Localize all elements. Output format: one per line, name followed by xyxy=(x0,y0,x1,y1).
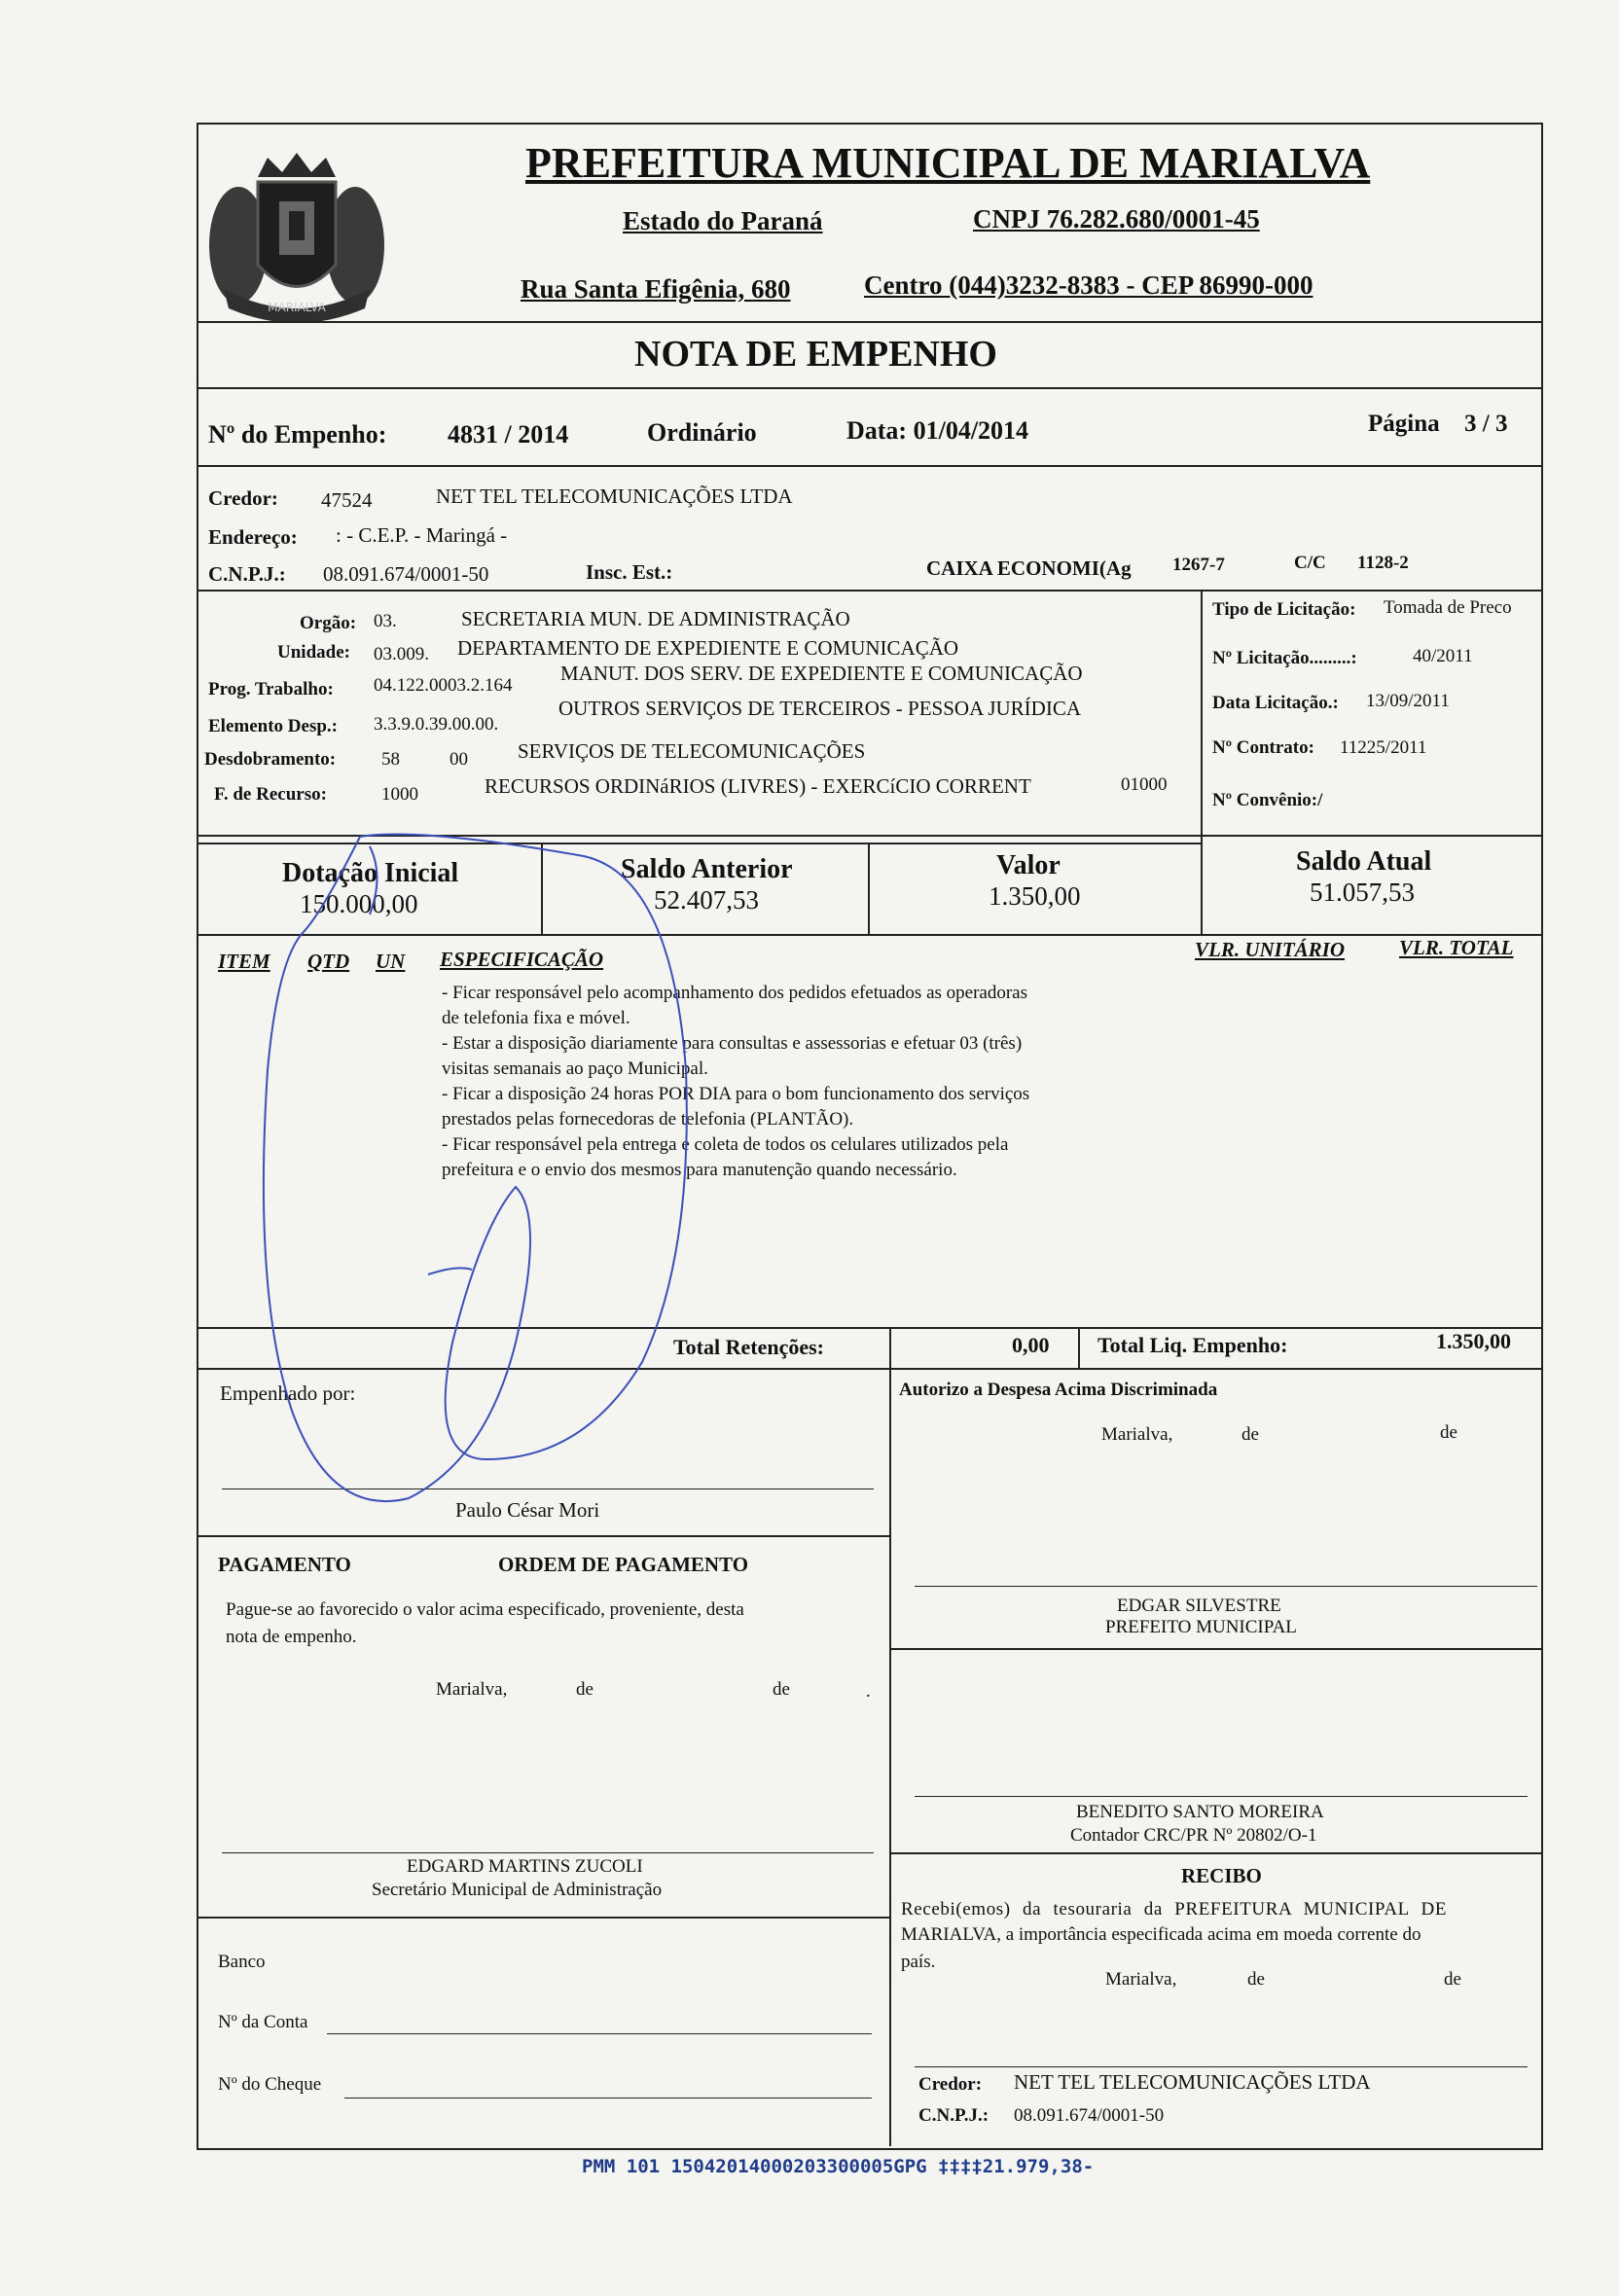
secretary-title: Secretário Municipal de Administração xyxy=(372,1880,663,1900)
authorize-label: Autorizo a Despesa Acima Discriminada xyxy=(899,1380,1218,1400)
payment-city: Marialva, xyxy=(436,1679,508,1700)
payment-text-2: nota de empenho. xyxy=(226,1627,357,1647)
element-code: 3.3.9.0.39.00.00. xyxy=(374,714,499,735)
header-neighborhood-phone-cep: Centro (044)3232-8383 - CEP 86990-000 xyxy=(864,270,1313,300)
resource-code: 1000 xyxy=(381,784,418,805)
authorize-de-1: de xyxy=(1241,1424,1259,1445)
empenho-number-label: Nº do Empenho: xyxy=(208,420,387,448)
breakdown-code-b: 00 xyxy=(450,749,468,770)
receipt-text-1-content: Recebi(emos) da tesouraria da PREFEITURA MUNICIPAL DE xyxy=(901,1899,1448,1919)
payment-order-label: ORDEM DE PAGAMENTO xyxy=(498,1553,749,1576)
receipt-city: Marialva, xyxy=(1105,1969,1177,1990)
spec-line: prefeitura e o envio dos mesmos para manutenção quando necessário. xyxy=(442,1160,957,1180)
unit-label: Unidade: xyxy=(277,642,350,663)
bank-name: CAIXA ECONOMI(Ag xyxy=(926,556,1132,580)
total-retentions-label: Total Retenções: xyxy=(673,1335,824,1359)
column-unit-value: VLR. UNITÁRIO xyxy=(1195,938,1346,961)
spec-line: - Ficar responsável pelo acompanhamento dos pedidos efetuados as operadoras xyxy=(442,983,1027,1003)
spec-line: - Estar a disposição diariamente para consultas e assessorias e efetuar 03 (três) xyxy=(442,1033,1023,1054)
creditor-cnpj: 08.091.674/0001-50 xyxy=(323,562,489,586)
doc-title: NOTA DE EMPENHO xyxy=(634,334,997,375)
committed-by-label: Empenhado por: xyxy=(220,1381,356,1405)
bank-label: Banco xyxy=(218,1952,266,1972)
committed-by-name: Paulo César Mori xyxy=(455,1498,600,1522)
receipt-label: RECIBO xyxy=(1181,1864,1262,1887)
payment-label: PAGAMENTO xyxy=(218,1553,351,1576)
bid-number-label: Nº Licitação.........: xyxy=(1212,648,1357,668)
program-name: MANUT. DOS SERV. DE EXPEDIENTE E COMUNICAÇÃO xyxy=(560,662,1083,685)
creditor-address: : - C.E.P. - Maringá - xyxy=(336,523,508,547)
account-number-label: Nº da Conta xyxy=(218,2012,308,2032)
bid-type: Tomada de Preco xyxy=(1384,597,1512,618)
empenho-number: 4831 / 2014 xyxy=(448,420,569,448)
spec-line: - Ficar a disposição 24 horas POR DIA para o bom funcionamento dos serviços xyxy=(442,1084,1030,1104)
empenho-type: Ordinário xyxy=(647,418,757,447)
current-balance-value: 51.057,53 xyxy=(1310,878,1415,907)
organ-code: 03. xyxy=(374,611,397,631)
element-name: OUTROS SERVIÇOS DE TERCEIROS - PESSOA JURÍDICA xyxy=(558,697,1082,720)
column-item: ITEM xyxy=(218,950,270,973)
accountant-title: Contador CRC/PR Nº 20802/O-1 xyxy=(1070,1825,1317,1846)
payment-period: . xyxy=(866,1681,871,1702)
creditor-name: NET TEL TELECOMUNICAÇÕES LTDA xyxy=(436,484,793,508)
mayor-name: EDGAR SILVESTRE xyxy=(1117,1596,1281,1616)
header-state: Estado do Paraná xyxy=(623,206,823,235)
organ-name: SECRETARIA MUN. DE ADMINISTRAÇÃO xyxy=(461,607,850,630)
total-retentions-value: 0,00 xyxy=(1012,1333,1050,1357)
unit-code: 03.009. xyxy=(374,644,429,664)
current-balance-label: Saldo Atual xyxy=(1296,846,1432,877)
header-address: Rua Santa Efigênia, 680 xyxy=(521,274,791,304)
creditor-label: Credor: xyxy=(208,486,278,510)
column-unit: UN xyxy=(376,950,406,973)
accountant-name: BENEDITO SANTO MOREIRA xyxy=(1076,1802,1324,1822)
payment-text-1: Pague-se ao favorecido o valor acima especificado, proveniente, desta xyxy=(226,1599,744,1620)
bid-date: 13/09/2011 xyxy=(1366,691,1450,711)
payment-de-1: de xyxy=(576,1679,594,1700)
creditor-code: 47524 xyxy=(321,488,373,512)
page-number: 3 / 3 xyxy=(1464,411,1508,437)
amount-value: 1.350,00 xyxy=(989,881,1081,911)
breakdown-name: SERVIÇOS DE TELECOMUNICAÇÕES xyxy=(518,739,866,763)
header-title: PREFEITURA MUNICIPAL DE MARIALVA xyxy=(525,139,1371,187)
resource-name: RECURSOS ORDINáRIOS (LIVRES) - EXERCíCIO CORRENT xyxy=(485,774,1031,798)
initial-allocation-label: Dotação Inicial xyxy=(282,858,459,888)
column-quantity: QTD xyxy=(307,950,350,973)
receipt-de-2: de xyxy=(1444,1969,1461,1990)
spec-line: de telefonia fixa e móvel. xyxy=(442,1008,630,1028)
resource-label: F. de Recurso: xyxy=(214,784,327,805)
receipt-creditor-label: Credor: xyxy=(918,2074,983,2095)
program-code: 04.122.0003.2.164 xyxy=(374,675,513,696)
payment-de-2: de xyxy=(773,1679,790,1700)
spec-line: prestados pelas fornecedoras de telefonia (PLANTÃO). xyxy=(442,1109,854,1130)
organ-label: Orgão: xyxy=(300,613,357,633)
page-label: Página xyxy=(1368,411,1440,437)
address-label: Endereço: xyxy=(208,525,298,549)
header-cnpj: CNPJ 76.282.680/0001-45 xyxy=(973,204,1260,233)
breakdown-code-a: 58 xyxy=(381,749,400,770)
column-total-value: VLR. TOTAL xyxy=(1399,936,1514,959)
breakdown-label: Desdobramento: xyxy=(204,749,337,770)
empenho-date: Data: 01/04/2014 xyxy=(846,416,1029,445)
spec-line: - Ficar responsável pela entrega e coleta de todos os celulares utilizados pela xyxy=(442,1134,1009,1155)
receipt-text-3: país. xyxy=(901,1952,936,1972)
total-net-value: 1.350,00 xyxy=(1436,1329,1511,1353)
receipt-cnpj-label: C.N.P.J.: xyxy=(918,2105,989,2126)
agreement-label: Nº Convênio:/ xyxy=(1212,790,1323,810)
bid-type-label: Tipo de Licitação: xyxy=(1212,599,1356,620)
bid-number: 40/2011 xyxy=(1413,646,1473,666)
amount-label: Valor xyxy=(996,850,1061,880)
receipt-creditor-name: NET TEL TELECOMUNICAÇÕES LTDA xyxy=(1014,2070,1371,2094)
previous-balance-value: 52.407,53 xyxy=(654,885,759,915)
authorize-de-2: de xyxy=(1440,1422,1457,1443)
secretary-name: EDGARD MARTINS ZUCOLI xyxy=(407,1856,643,1877)
program-label: Prog. Trabalho: xyxy=(208,679,334,700)
total-net-label: Total Liq. Empenho: xyxy=(1097,1333,1288,1357)
contract-number: 11225/2011 xyxy=(1340,737,1427,758)
bank-agency: 1267-7 xyxy=(1172,555,1225,575)
state-registration-label: Insc. Est.: xyxy=(586,560,673,584)
bid-date-label: Data Licitação.: xyxy=(1212,693,1339,713)
unit-name: DEPARTAMENTO DE EXPEDIENTE E COMUNICAÇÃO xyxy=(457,636,959,660)
account-label: C/C xyxy=(1294,553,1326,573)
svg-text:MARIALVA: MARIALVA xyxy=(268,301,326,314)
element-label: Elemento Desp.: xyxy=(208,716,338,736)
account-number: 1128-2 xyxy=(1357,553,1409,573)
receipt-de-1: de xyxy=(1247,1969,1265,1990)
authorize-city: Marialva, xyxy=(1101,1424,1173,1445)
mayor-title: PREFEITO MUNICIPAL xyxy=(1105,1617,1297,1637)
receipt-text-2: MARIALVA, a importância especificada acima em moeda corrente do xyxy=(901,1924,1421,1945)
initial-allocation-value: 150.000,00 xyxy=(300,889,418,918)
spec-line: visitas semanais ao paço Municipal. xyxy=(442,1058,708,1079)
check-number-label: Nº do Cheque xyxy=(218,2074,322,2095)
resource-number: 01000 xyxy=(1121,774,1168,795)
contract-label: Nº Contrato: xyxy=(1212,737,1314,758)
footer-stamp: PMM 101 15042014000203300005GPG ‡‡‡‡21.979,38- xyxy=(582,2156,1095,2177)
receipt-cnpj: 08.091.674/0001-50 xyxy=(1014,2105,1165,2126)
previous-balance-label: Saldo Anterior xyxy=(621,854,793,884)
column-specification: ESPECIFICAÇÃO xyxy=(440,948,604,971)
cnpj-label: C.N.P.J.: xyxy=(208,562,286,586)
